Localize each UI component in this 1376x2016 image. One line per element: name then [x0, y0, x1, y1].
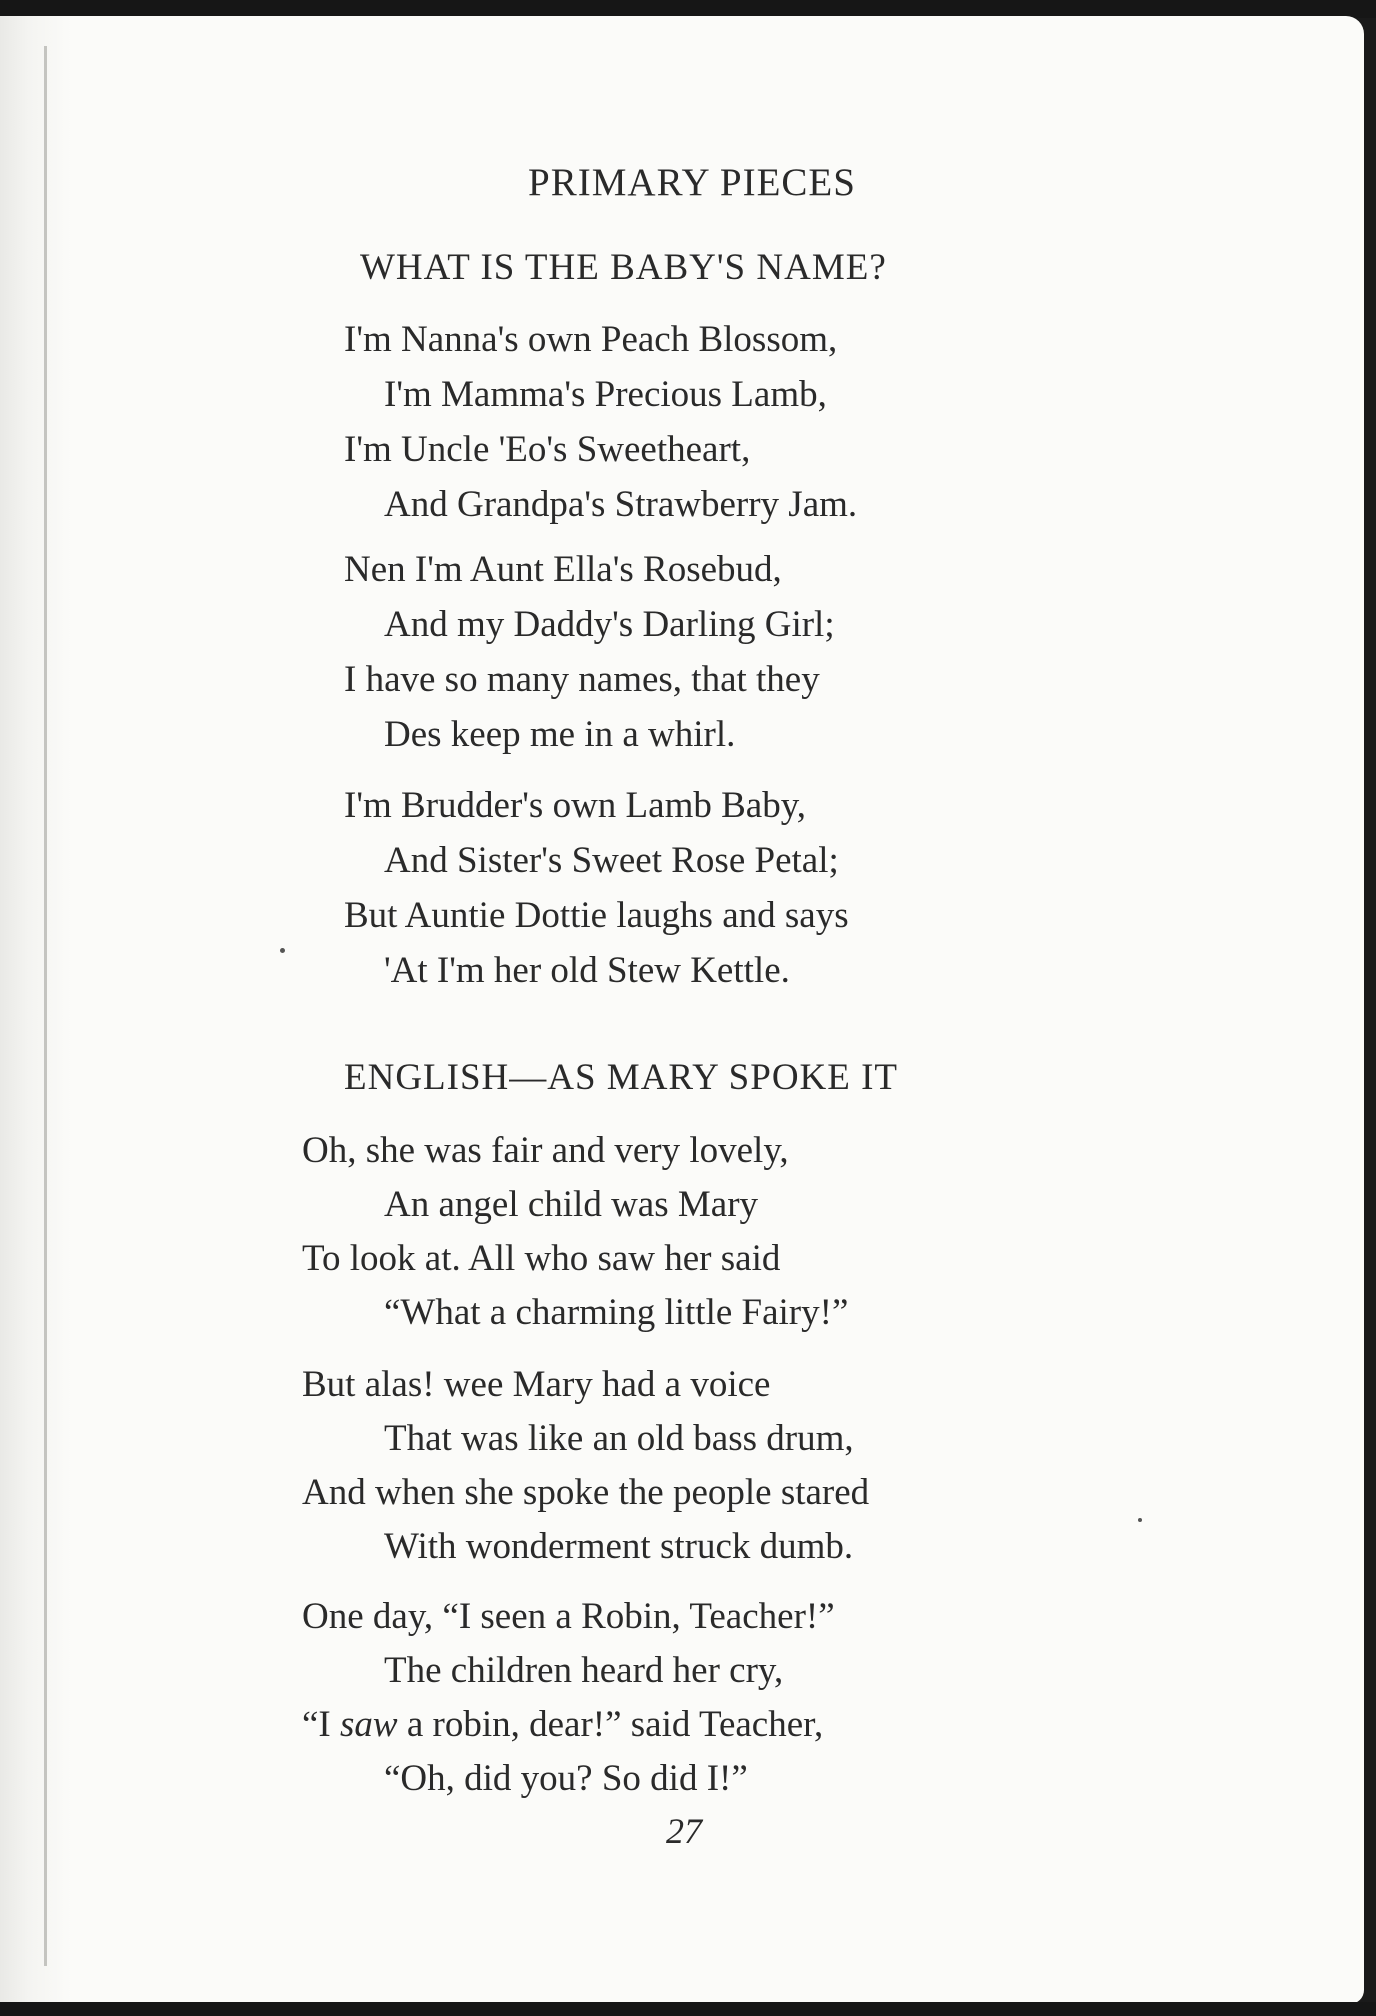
verse-line: But alas! wee Mary had a voice: [302, 1364, 771, 1405]
verse-line: I'm Nanna's own Peach Blossom,: [344, 319, 838, 360]
ink-speck: [1138, 1518, 1142, 1522]
poem2-stanza-3: [302, 1590, 835, 1806]
scan-border-bottom: [0, 2002, 1376, 2016]
verse-line: 'At I'm her old Stew Kettle.: [384, 950, 790, 991]
page-number: [0, 1810, 1376, 1852]
poem2-stanza-2: [302, 1358, 869, 1574]
poem2-stanza-1: [302, 1124, 848, 1340]
verse-line: Nen I'm Aunt Ella's Rosebud,: [344, 549, 782, 590]
verse-line: The children heard her cry,: [384, 1650, 784, 1691]
running-header: [0, 160, 1376, 205]
verse-line: And Sister's Sweet Rose Petal;: [384, 840, 839, 881]
verse-line: But Auntie Dottie laughs and says: [344, 895, 849, 936]
poem1-stanza-2: [344, 542, 835, 762]
verse-line: To look at. All who saw her said: [302, 1238, 781, 1279]
verse-line: Oh, she was fair and very lovely,: [302, 1130, 789, 1171]
verse-line: One day, “I seen a Robin, Teacher!”: [302, 1596, 835, 1637]
verse-line: That was like an old bass drum,: [384, 1418, 854, 1459]
verse-line: I have so many names, that they: [344, 659, 820, 700]
verse-line: And Grandpa's Strawberry Jam.: [384, 484, 858, 525]
verse-line: I'm Uncle 'Eo's Sweetheart,: [344, 429, 751, 470]
ink-speck: [280, 948, 285, 953]
verse-line: “What a charming little Fairy!”: [384, 1292, 849, 1333]
verse-line: And when she spoke the people stared: [302, 1472, 870, 1513]
running-header-title: PRIMARY PIECES: [528, 161, 856, 204]
verse-line: “Oh, did you? So did I!”: [384, 1758, 748, 1799]
poem1-stanza-3: [344, 778, 849, 998]
poem-title-english: ENGLISH—AS MARY SPOKE IT: [344, 1057, 899, 1098]
verse-line: Des keep me in a whirl.: [384, 714, 736, 755]
verse-line: I'm Mamma's Precious Lamb,: [384, 374, 827, 415]
verse-line: “I saw a robin, dear!” said Teacher,: [302, 1704, 824, 1745]
binding-edge: [44, 46, 47, 1966]
page-gutter: [0, 16, 72, 2004]
verse-line: An angel child was Mary: [384, 1184, 759, 1225]
verse-line: And my Daddy's Darling Girl;: [384, 604, 835, 645]
poem-title-baby-name: WHAT IS THE BABY'S NAME?: [360, 247, 887, 288]
verse-line: With wonderment struck dumb.: [384, 1526, 854, 1567]
poem1-stanza-1: [344, 312, 857, 532]
verse-line: I'm Brudder's own Lamb Baby,: [344, 785, 807, 826]
page-number-text: 27: [666, 1811, 702, 1851]
